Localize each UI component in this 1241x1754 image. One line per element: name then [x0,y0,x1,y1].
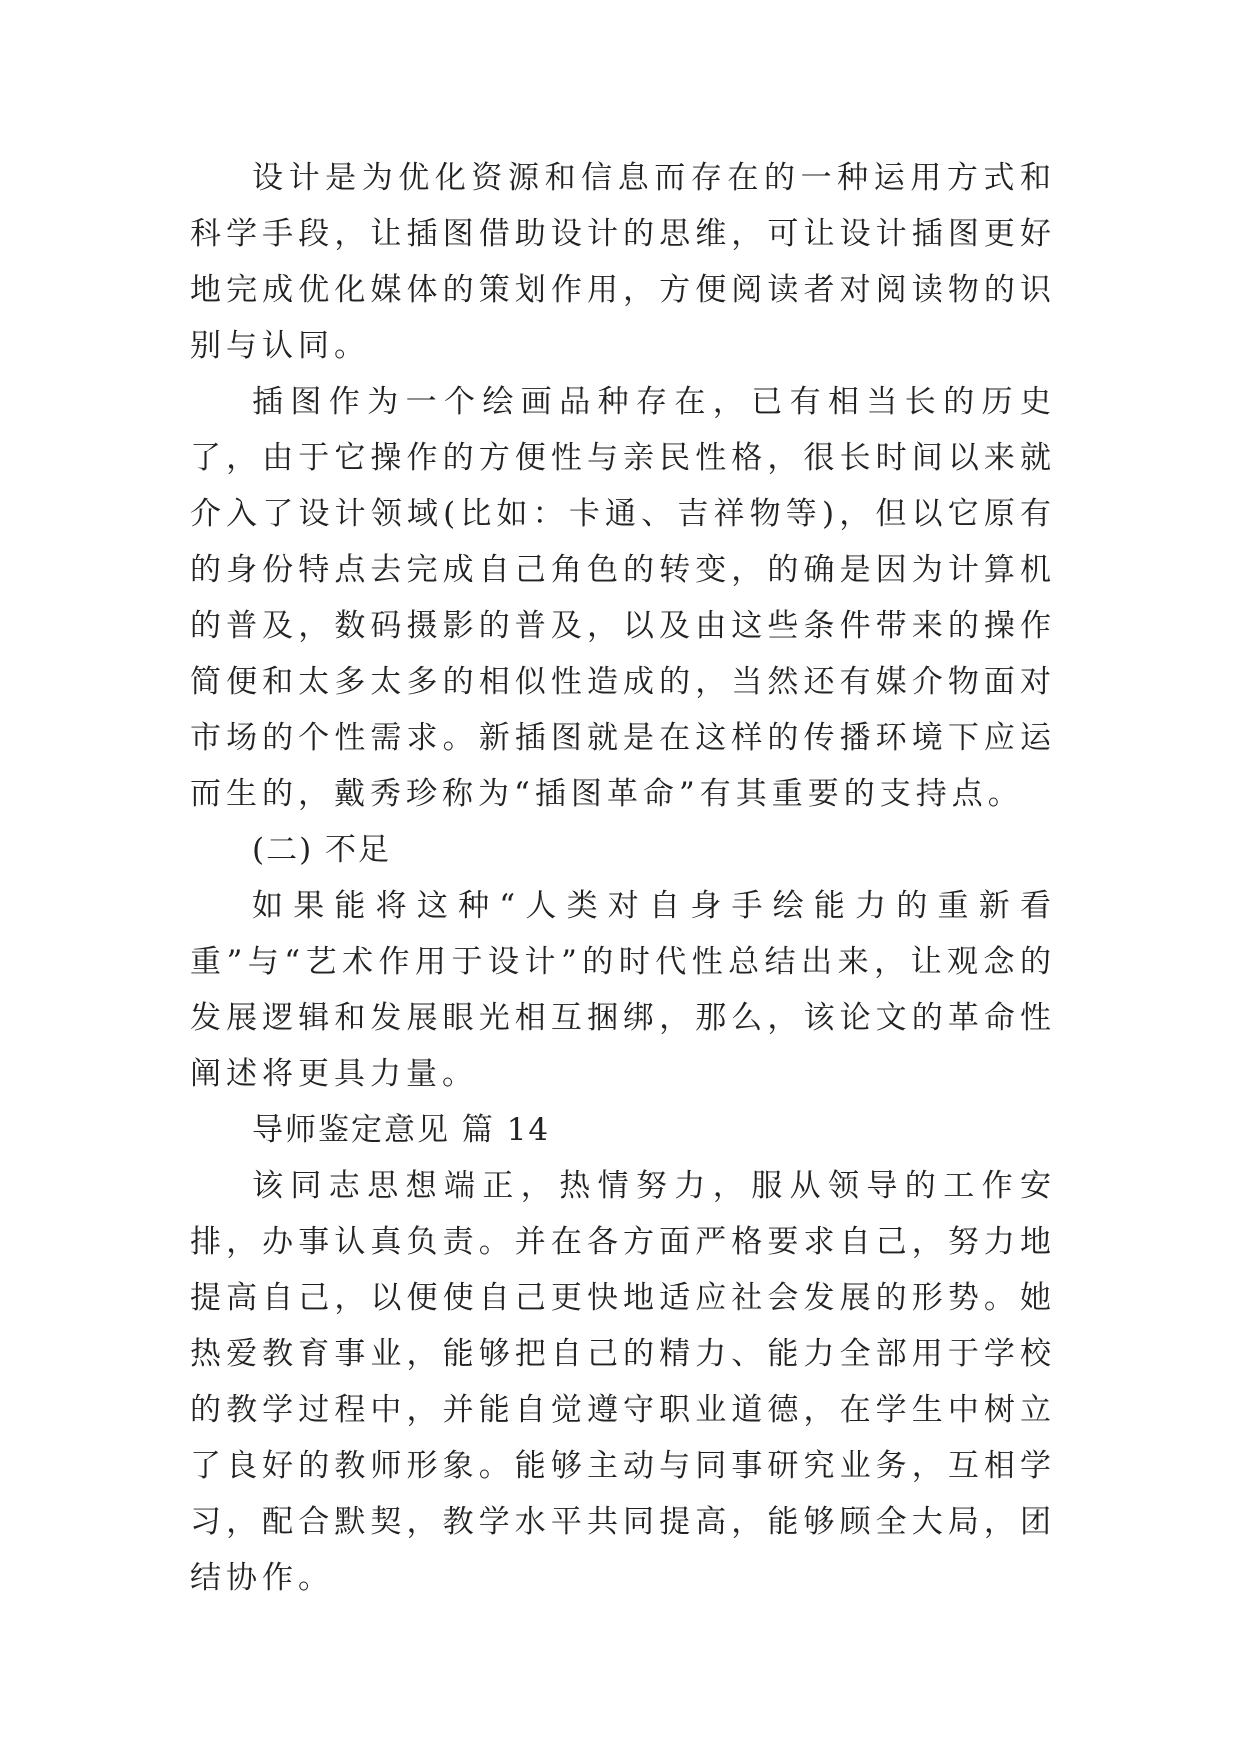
paragraph-illustration-history: 插图作为一个绘画品种存在，已有相当长的历史了，由于它操作的方便性与亲民性格，很长时间以来就介入了设计领域(比如：卡通、吉祥物等)，但以它原有的身份特点去完成自己角色的转变，的确是因为计算机的普及，数码摄影的普及，以及由这些条件带来的操作简便和太多太多的相似性造成的，当然还有媒介物面对市场的个性需求。新插图就是在这样的传播环境下应运而生的，戴秀珍称为“插图革命”有其重要的支持点。 [190,384,1056,812]
section-heading-advisor-opinion: 导师鉴定意见 篇 14 [252,1112,551,1148]
paragraph-shortcomings: 如果能将这种“人类对自身手绘能力的重新看重”与“艺术作用于设计”的时代性总结出来，让观念的发展逻辑和发展眼光相互捆绑，那么，该论文的革命性阐述将更具力量。 [190,888,1056,1092]
section-heading-shortcomings: (二) 不足 [252,832,392,868]
document-body [190,150,1056,1606]
paragraph-advisor-opinion: 该同志思想端正，热情努力，服从领导的工作安排，办事认真负责。并在各方面严格要求自己，努力地提高自己，以便使自己更快地适应社会发展的形势。她热爱教育事业，能够把自己的精力、能力全部用于学校的教学过程中，并能自觉遵守职业道德，在学生中树立了良好的教师形象。能够主动与同事研究业务，互相学习，配合默契，教学水平共同提高，能够顾全大局，团结协作。 [190,1168,1056,1596]
paragraph-design-purpose: 设计是为优化资源和信息而存在的一种运用方式和科学手段，让插图借助设计的思维，可让设计插图更好地完成优化媒体的策划作用，方便阅读者对阅读物的识别与认同。 [190,160,1056,364]
